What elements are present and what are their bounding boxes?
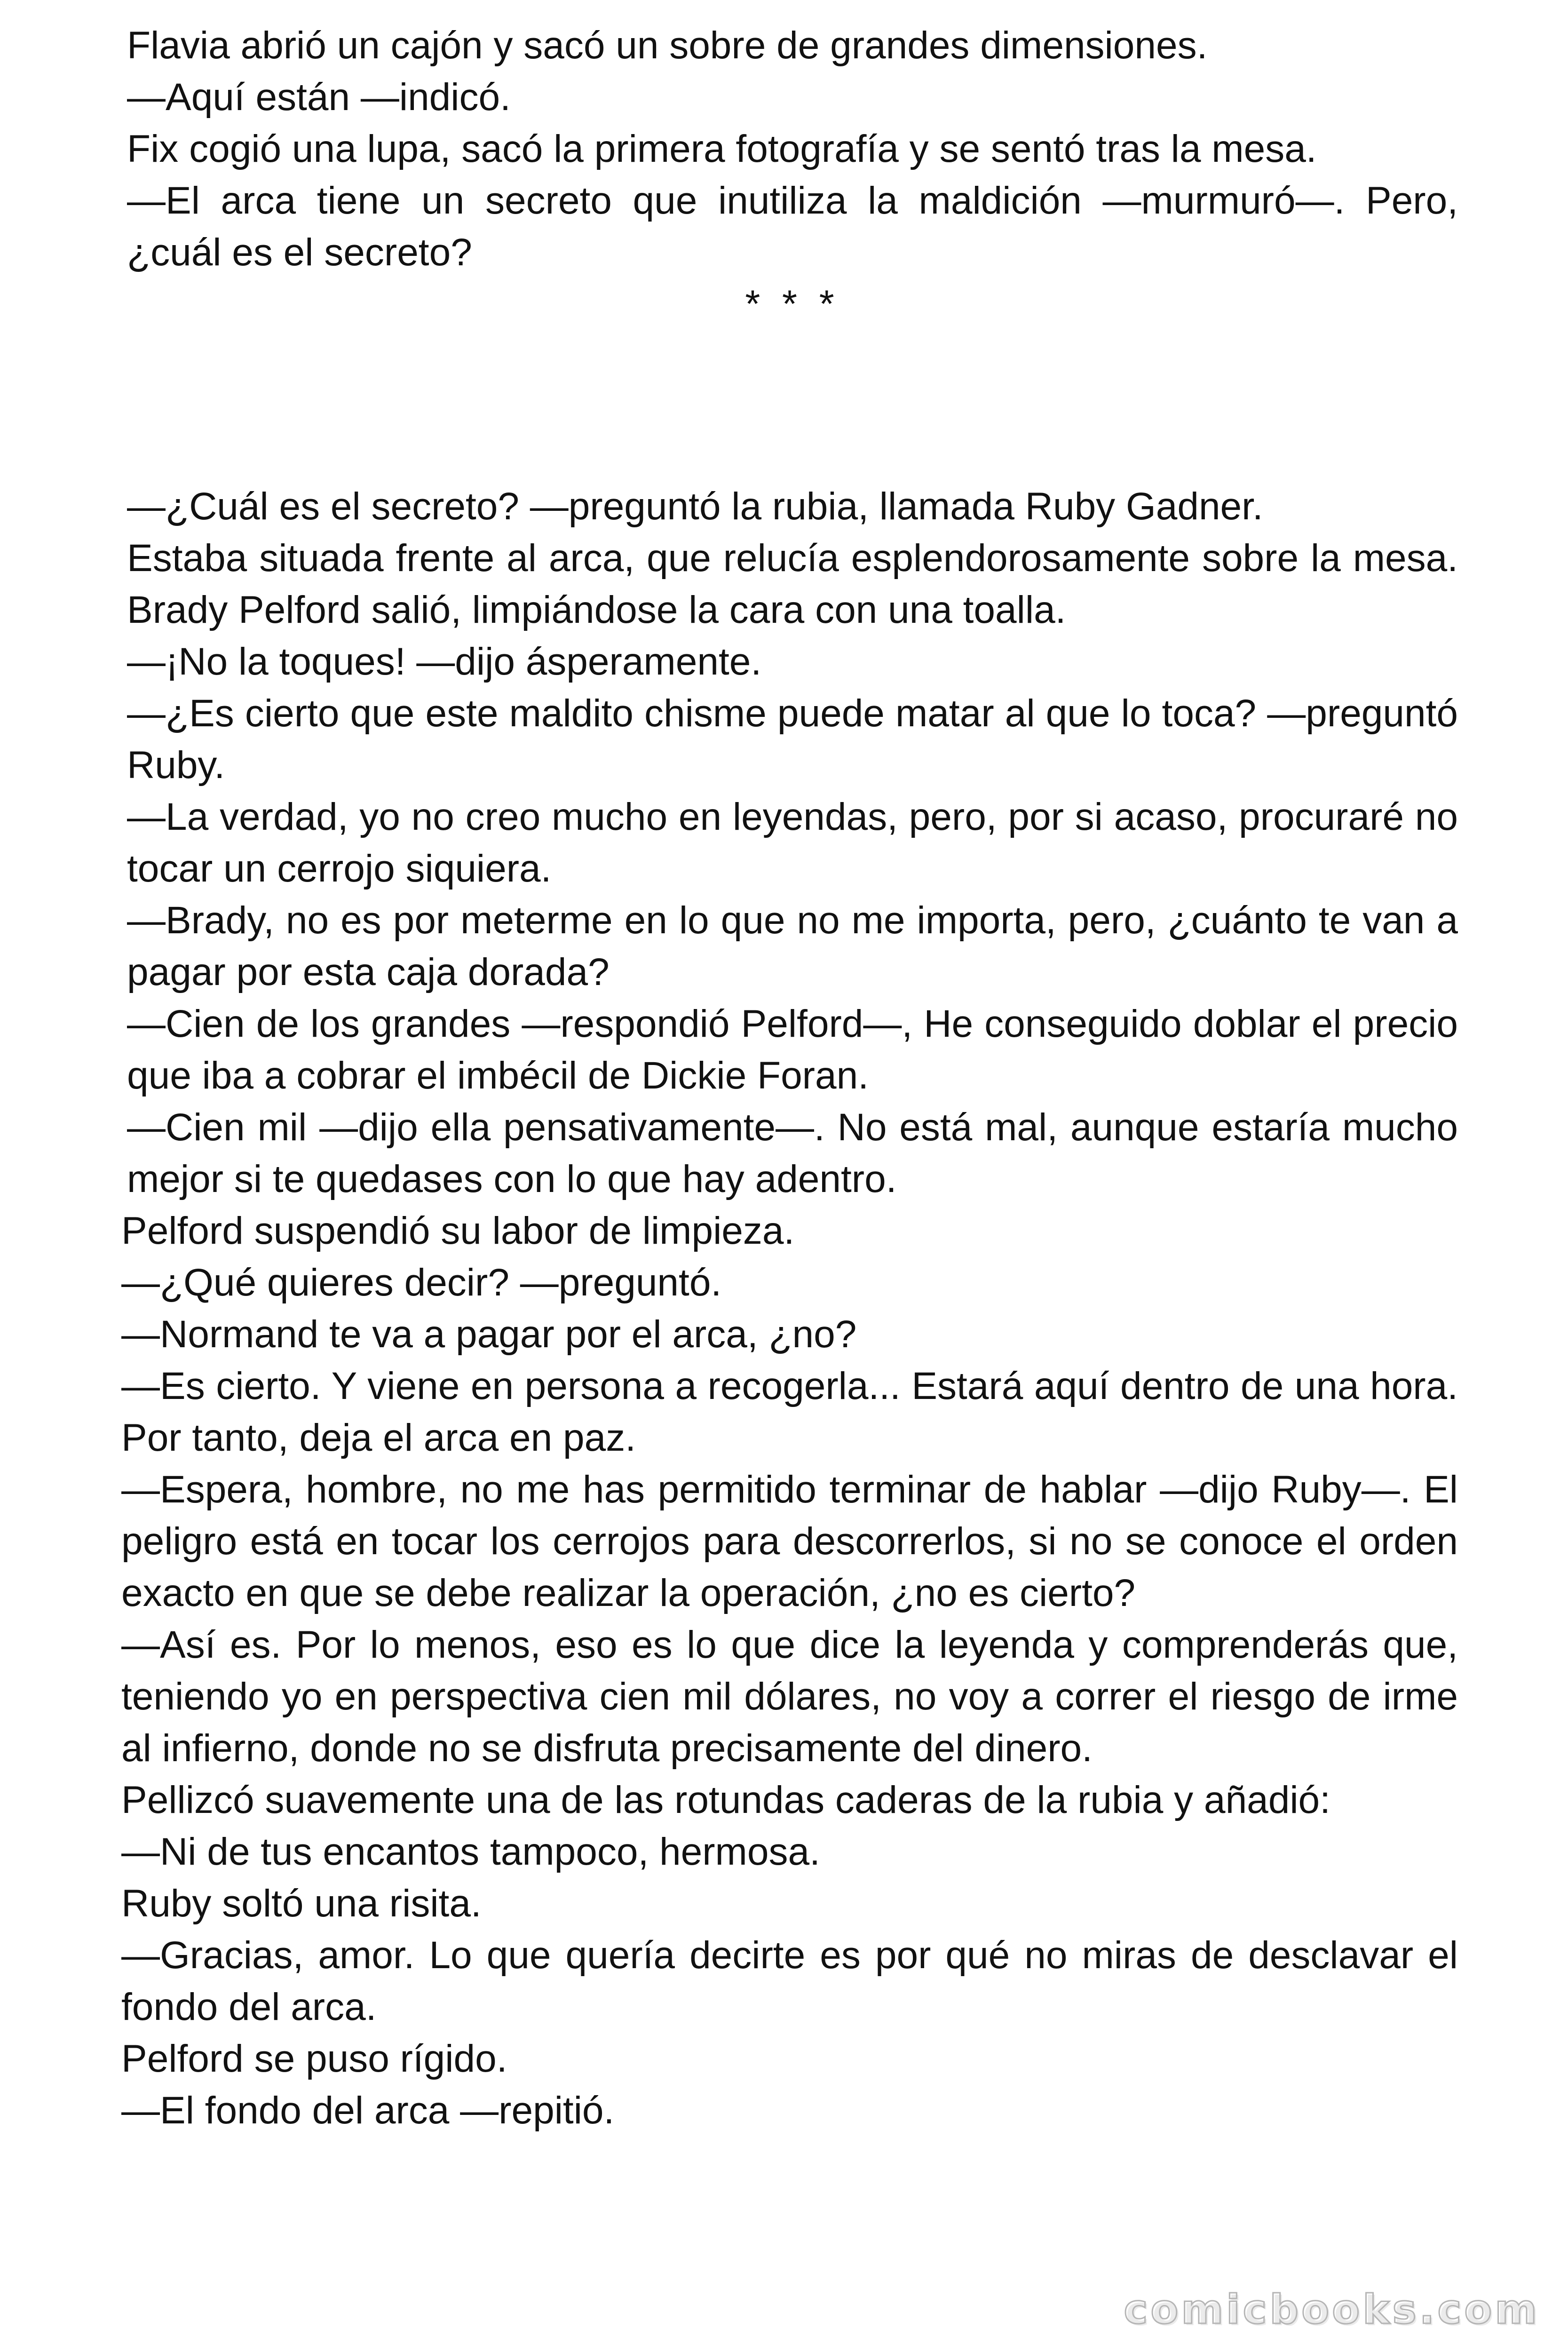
paragraph: —¿Qué quieres decir? —preguntó. <box>121 1261 722 1304</box>
paragraph: —¡No la toques! —dijo ásperamente. <box>127 640 762 683</box>
paragraph: Pelford se puso rígido. <box>121 2037 507 2080</box>
paragraph: —Así es. Por lo menos, eso es lo que dice la leyenda y comprenderás que, teniendo yo en perspectiva cien mil dólares, no voy a correr el riesgo de irme al infierno, donde no se disfruta precisamente del dinero. <box>121 1623 1458 1770</box>
paragraph: Flavia abrió un cajón y sacó un sobre de grandes dimensiones. <box>127 24 1208 67</box>
paragraph: —Brady, no es por meterme en lo que no me importa, pero, ¿cuánto te van a pagar por esta caja dorada? <box>127 899 1458 993</box>
paragraph: —El arca tiene un secreto que inutiliza la maldición —murmuró—. Pero, ¿cuál es el secreto? <box>127 179 1458 274</box>
paragraph: Fix cogió una lupa, sacó la primera fotografía y se sentó tras la mesa. <box>127 127 1317 170</box>
paragraph: —Normand te va a pagar por el arca, ¿no? <box>121 1313 857 1356</box>
paragraph: Pellizcó suavemente una de las rotundas caderas de la rubia y añadió: <box>121 1779 1330 1821</box>
paragraph: Pelford suspendió su labor de limpieza. <box>121 1209 795 1252</box>
paragraph: —Aquí están —indicó. <box>127 76 511 119</box>
paragraph: —Espera, hombre, no me has permitido terminar de hablar —dijo Ruby—. El peligro está en tocar los cerrojos para descorrerlos, si no se conoce el orden exacto en que se debe realizar la operación, ¿no es cierto? <box>121 1468 1458 1614</box>
paragraph: —¿Cuál es el secreto? —preguntó la rubia, llamada Ruby Gadner. <box>127 485 1263 528</box>
paragraph: —Es cierto. Y viene en persona a recogerla... Estará aquí dentro de una hora. Por tanto, deja el arca en paz. <box>121 1365 1458 1459</box>
paragraph: Ruby soltó una risita. <box>121 1882 482 1925</box>
paragraph: —Gracias, amor. Lo que quería decirte es por qué no miras de desclavar el fondo del arca. <box>121 1934 1458 2028</box>
paragraph: —Ni de tus encantos tampoco, hermosa. <box>121 1830 820 1873</box>
paragraph: —¿Es cierto que este maldito chisme puede matar al que lo toca? —preguntó Ruby. <box>127 692 1458 787</box>
paragraph: —Cien de los grandes —respondió Pelford—, He conseguido doblar el precio que iba a cobrar el imbécil de Dickie Foran. <box>127 1002 1458 1097</box>
watermark: comicbooks.com <box>1124 2286 1540 2333</box>
paragraph: —La verdad, yo no creo mucho en leyendas, pero, por si acaso, procuraré no tocar un cerrojo siquiera. <box>127 795 1458 890</box>
paragraph: —El fondo del arca —repitió. <box>121 2089 615 2132</box>
body-text <box>121 20 1458 2137</box>
section-separator: * * * <box>745 283 840 326</box>
paragraph: Estaba situada frente al arca, que relucía esplendorosamente sobre la mesa. Brady Pelford salió, limpiándose la cara con una toalla. <box>127 537 1458 631</box>
section-gap <box>127 330 1458 481</box>
paragraph: —Cien mil —dijo ella pensativamente—. No está mal, aunque estaría mucho mejor si te quedases con lo que hay adentro. <box>127 1106 1458 1200</box>
